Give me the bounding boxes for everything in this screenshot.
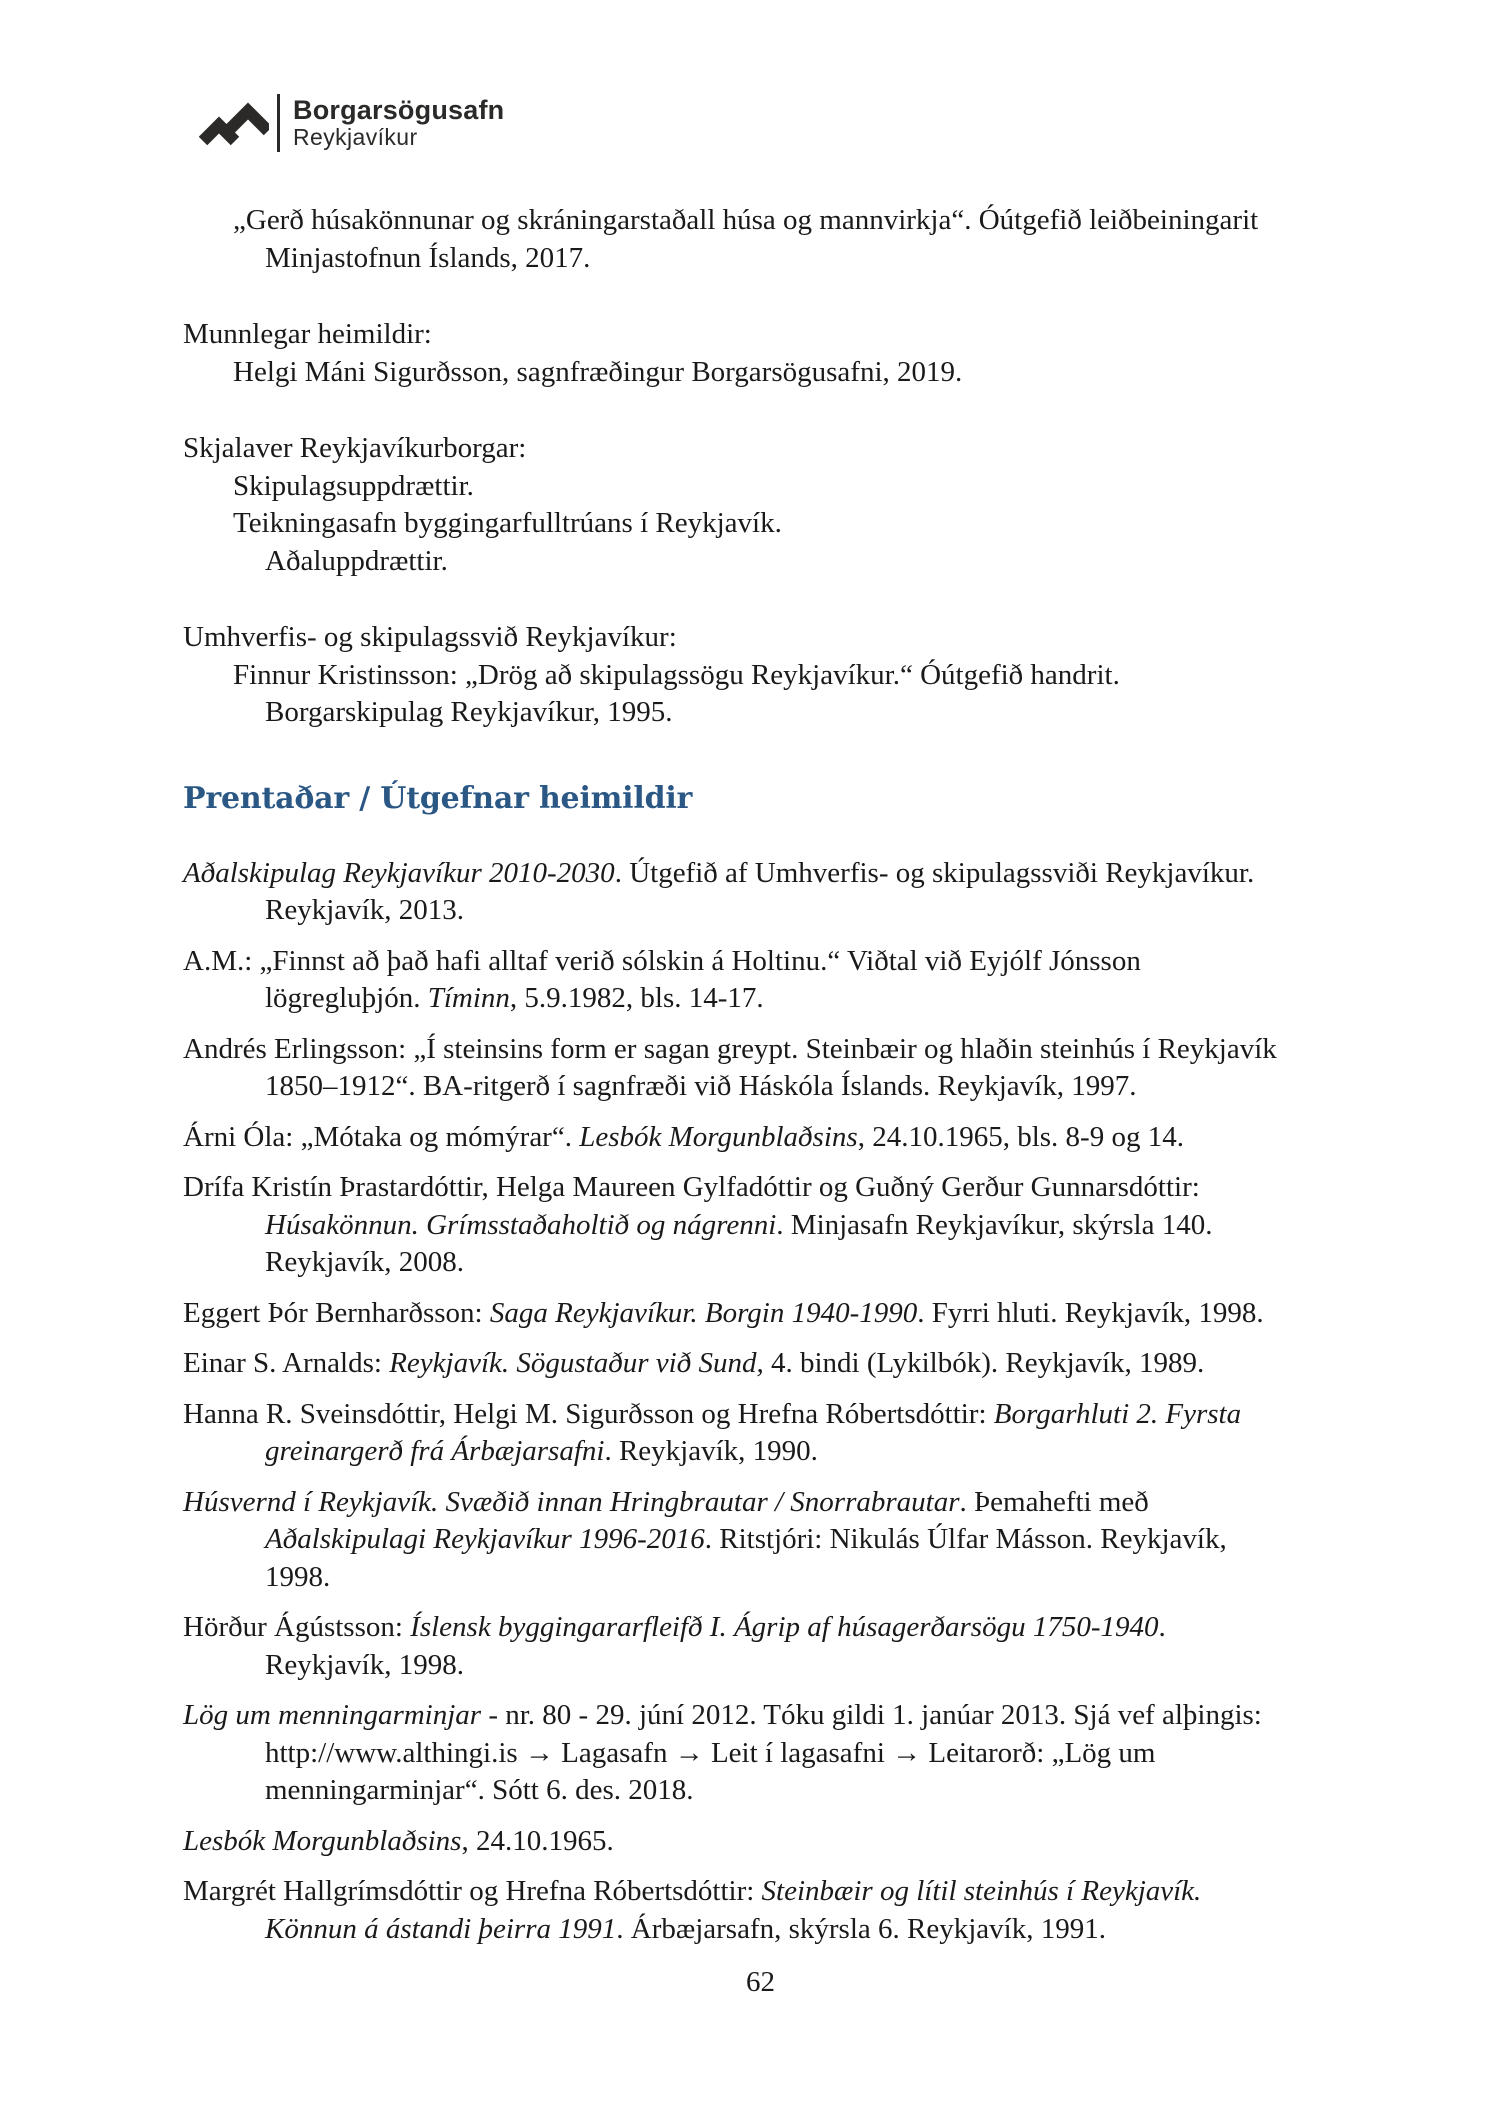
italic-text-segment: Könnun á ástandi þeirra 1991 bbox=[265, 1912, 617, 1945]
text-line bbox=[183, 619, 1338, 657]
text-segment: Teikningasafn byggingarfulltrúans í Reykjavík. bbox=[233, 507, 782, 539]
text-segment: , 24.10.1965, bls. 8-9 og 14. bbox=[857, 1120, 1184, 1153]
reference-entry bbox=[183, 1031, 1338, 1106]
text-segment: . Árbæjarsafn, skýrsla 6. Reykjavík, 1991. bbox=[616, 1912, 1106, 1945]
text-segment: . Fyrri hluti. Reykjavík, 1998. bbox=[917, 1296, 1264, 1329]
text-segment: Drífa Kristín Þrastardóttir, Helga Maureen Gylfadóttir og Guðný Gerður Gunnarsdóttir: bbox=[183, 1171, 1200, 1203]
italic-text-segment: greinargerð frá Árbæjarsafni bbox=[265, 1435, 605, 1467]
reference-line bbox=[265, 1559, 1338, 1597]
text-segment: . Útgefið af Umhverfis- og skipulagssviði Reykjavíkur. bbox=[614, 856, 1255, 889]
text-segment: Hörður Ágústsson: bbox=[183, 1611, 411, 1643]
text-segment: . bbox=[1158, 1611, 1166, 1643]
reference-line bbox=[183, 1609, 1338, 1647]
reference-entry bbox=[183, 1295, 1338, 1333]
logo-title: Borgarsögusafn bbox=[293, 95, 505, 125]
reference-line bbox=[183, 855, 1338, 893]
italic-text-segment: Lesbók Morgunblaðsins bbox=[183, 1824, 462, 1857]
text-segment: Reykjavík, 2013. bbox=[265, 894, 464, 926]
reference-entry bbox=[183, 1396, 1338, 1471]
reference-line bbox=[183, 1697, 1338, 1735]
reference-line bbox=[265, 892, 1338, 930]
text-segment: Skipulagsuppdrættir. bbox=[233, 469, 474, 502]
text-segment: Eggert Þór Bernharðsson: bbox=[183, 1296, 490, 1329]
reference-entry bbox=[183, 1484, 1338, 1597]
reference-line bbox=[183, 943, 1338, 981]
reference-line bbox=[265, 980, 1338, 1018]
reference-line bbox=[265, 1772, 1338, 1810]
reference-entry bbox=[183, 1873, 1338, 1948]
reference-line bbox=[183, 1484, 1338, 1522]
text-segment: . Reykjavík, 1990. bbox=[604, 1435, 818, 1467]
reference-line bbox=[183, 1345, 1338, 1383]
text-segment: Finnur Kristinsson: „Drög að skipulagssögu Reykjavíkur.“ Óútgefið handrit. bbox=[233, 658, 1120, 691]
oral-and-archival-sources bbox=[183, 202, 1338, 732]
reference-line bbox=[265, 1433, 1338, 1471]
reference-line bbox=[265, 1521, 1338, 1559]
text-segment: Reykjavík, 2008. bbox=[265, 1246, 464, 1278]
text-segment: Reykjavík, 1998. bbox=[265, 1648, 464, 1681]
reference-line bbox=[265, 1647, 1338, 1685]
text-line bbox=[233, 468, 1338, 506]
text-segment: A.M.: „Finnst að það hafi alltaf verið sólskin á Holtinu.“ Viðtal við Eyjólf Jónsson bbox=[183, 944, 1141, 977]
text-segment: menningarminjar“. Sótt 6. des. 2018. bbox=[265, 1774, 694, 1806]
text-segment: Skjalaver Reykjavíkurborgar: bbox=[183, 432, 527, 464]
text-segment: lögregluþjón. bbox=[265, 982, 428, 1014]
text-line bbox=[265, 694, 1338, 732]
italic-text-segment: Húsvernd í Reykjavík. Svæðið innan Hringbrautar / Snorrabrautar bbox=[183, 1485, 960, 1518]
italic-text-segment: Steinbæir og lítil steinhús í Reykjavík. bbox=[761, 1875, 1202, 1907]
text-segment: , 5.9.1982, bls. 14-17. bbox=[509, 982, 764, 1014]
text-line bbox=[183, 316, 1338, 354]
italic-text-segment: Húsakönnun. Grímsstaðaholtið og nágrenni bbox=[265, 1208, 777, 1241]
reference-entry bbox=[183, 1119, 1338, 1157]
reference-line bbox=[183, 1169, 1338, 1207]
reference-line bbox=[183, 1119, 1338, 1157]
text-segment: Aðaluppdrættir. bbox=[265, 544, 448, 577]
reference-entry bbox=[183, 1345, 1338, 1383]
page-number: 62 bbox=[746, 1966, 775, 1998]
text-segment: Hanna R. Sveinsdóttir, Helgi M. Sigurðsson og Hrefna Róbertsdóttir: bbox=[183, 1397, 994, 1430]
logo-text bbox=[293, 96, 504, 150]
reference-line bbox=[265, 1068, 1338, 1106]
italic-text-segment: Reykjavík. Sögustaður við Sund, bbox=[389, 1347, 764, 1379]
text-segment: Einar S. Arnalds: bbox=[183, 1347, 390, 1379]
text-segment: Munnlegar heimildir: bbox=[183, 318, 432, 350]
source-group bbox=[183, 316, 1338, 391]
text-segment: Helgi Máni Sigurðsson, sagnfræðingur Borgarsögusafni, 2019. bbox=[233, 355, 963, 388]
bibliography-page bbox=[183, 202, 1338, 2001]
reference-entry bbox=[183, 1609, 1338, 1684]
reference-line bbox=[265, 1735, 1338, 1773]
text-segment: . Ritstjóri: Nikulás Úlfar Másson. Reykjavík, bbox=[704, 1523, 1227, 1555]
text-segment: 4. bindi (Lykilbók). Reykjavík, 1989. bbox=[763, 1347, 1205, 1379]
reference-entry bbox=[183, 1169, 1338, 1282]
text-segment: , 24.10.1965. bbox=[461, 1824, 614, 1857]
text-segment: Umhverfis- og skipulagssvið Reykjavíkur: bbox=[183, 621, 677, 653]
text-line bbox=[265, 543, 1338, 581]
italic-text-segment: Íslensk byggingararfleifð I. Ágrip af húsagerðarsögu 1750-1940 bbox=[410, 1611, 1159, 1643]
text-segment: Andrés Erlingsson: „Í steinsins form er sagan greypt. Steinbæir og hlaðin steinhús í Reykjavík bbox=[183, 1032, 1277, 1065]
text-line bbox=[183, 430, 1338, 468]
text-line bbox=[265, 240, 1338, 278]
italic-text-segment: Aðalskipulagi Reykjavíkur 1996-2016 bbox=[265, 1523, 705, 1555]
reference-line bbox=[183, 1031, 1338, 1069]
text-segment: . Þemahefti með bbox=[959, 1485, 1149, 1518]
text-segment: Minjastofnun Íslands, 2017. bbox=[265, 241, 591, 274]
source-group bbox=[183, 430, 1338, 580]
text-segment: http://www.althingi.is → Lagasafn → Leit í lagasafni → Leitarorð: „Lög um bbox=[265, 1736, 1156, 1769]
reference-entry bbox=[183, 855, 1338, 930]
reference-line bbox=[265, 1244, 1338, 1282]
text-segment: „Gerð húsakönnunar og skráningarstaðall húsa og mannvirkja“. Óútgefið leiðbeiningarit bbox=[233, 204, 1259, 236]
museum-logo bbox=[199, 94, 504, 152]
reference-line bbox=[183, 1823, 1338, 1861]
text-line bbox=[233, 657, 1338, 695]
reference-entry bbox=[183, 1697, 1338, 1810]
source-group bbox=[183, 619, 1338, 732]
italic-text-segment: Tíminn bbox=[427, 982, 510, 1014]
text-segment: . Minjasafn Reykjavíkur, skýrsla 140. bbox=[776, 1208, 1213, 1241]
text-segment: Margrét Hallgrímsdóttir og Hrefna Róbertsdóttir: bbox=[183, 1875, 762, 1907]
text-segment: - nr. 80 - 29. júní 2012. Tóku gildi 1. janúar 2013. Sjá vef alþingis: bbox=[481, 1699, 1262, 1731]
reference-entry bbox=[183, 943, 1338, 1018]
text-segment: Borgarskipulag Reykjavíkur, 1995. bbox=[265, 696, 673, 728]
section-heading-printed-sources: Prentaðar / Útgefnar heimildir bbox=[183, 780, 693, 816]
italic-text-segment: Borgarhluti 2. Fyrsta bbox=[993, 1397, 1242, 1430]
source-group bbox=[183, 202, 1338, 277]
reference-entry bbox=[183, 1823, 1338, 1861]
logo-subtitle: Reykjavíkur bbox=[293, 124, 418, 150]
italic-text-segment: Aðalskipulag Reykjavíkur 2010-2030 bbox=[183, 856, 615, 889]
references-list bbox=[183, 855, 1338, 1949]
reference-line bbox=[265, 1207, 1338, 1245]
text-line bbox=[233, 505, 1338, 543]
reference-line bbox=[183, 1396, 1338, 1434]
italic-text-segment: Saga Reykjavíkur. Borgin 1940-1990 bbox=[489, 1296, 918, 1329]
text-segment: Árni Óla: „Mótaka og mómýrar“. bbox=[183, 1120, 580, 1153]
reference-line bbox=[183, 1295, 1338, 1333]
text-segment: 1850–1912“. BA-ritgerð í sagnfræði við Háskóla Íslands. Reykjavík, 1997. bbox=[265, 1070, 1137, 1102]
text-segment: 1998. bbox=[265, 1560, 331, 1593]
text-line bbox=[233, 202, 1338, 240]
double-chevron-roof-icon bbox=[199, 96, 269, 150]
italic-text-segment: Lög um menningarminjar bbox=[183, 1699, 482, 1731]
reference-line bbox=[265, 1911, 1338, 1949]
logo-divider bbox=[277, 94, 280, 152]
italic-text-segment: Lesbók Morgunblaðsins bbox=[579, 1120, 858, 1153]
text-line bbox=[233, 354, 1338, 392]
reference-line bbox=[183, 1873, 1338, 1911]
